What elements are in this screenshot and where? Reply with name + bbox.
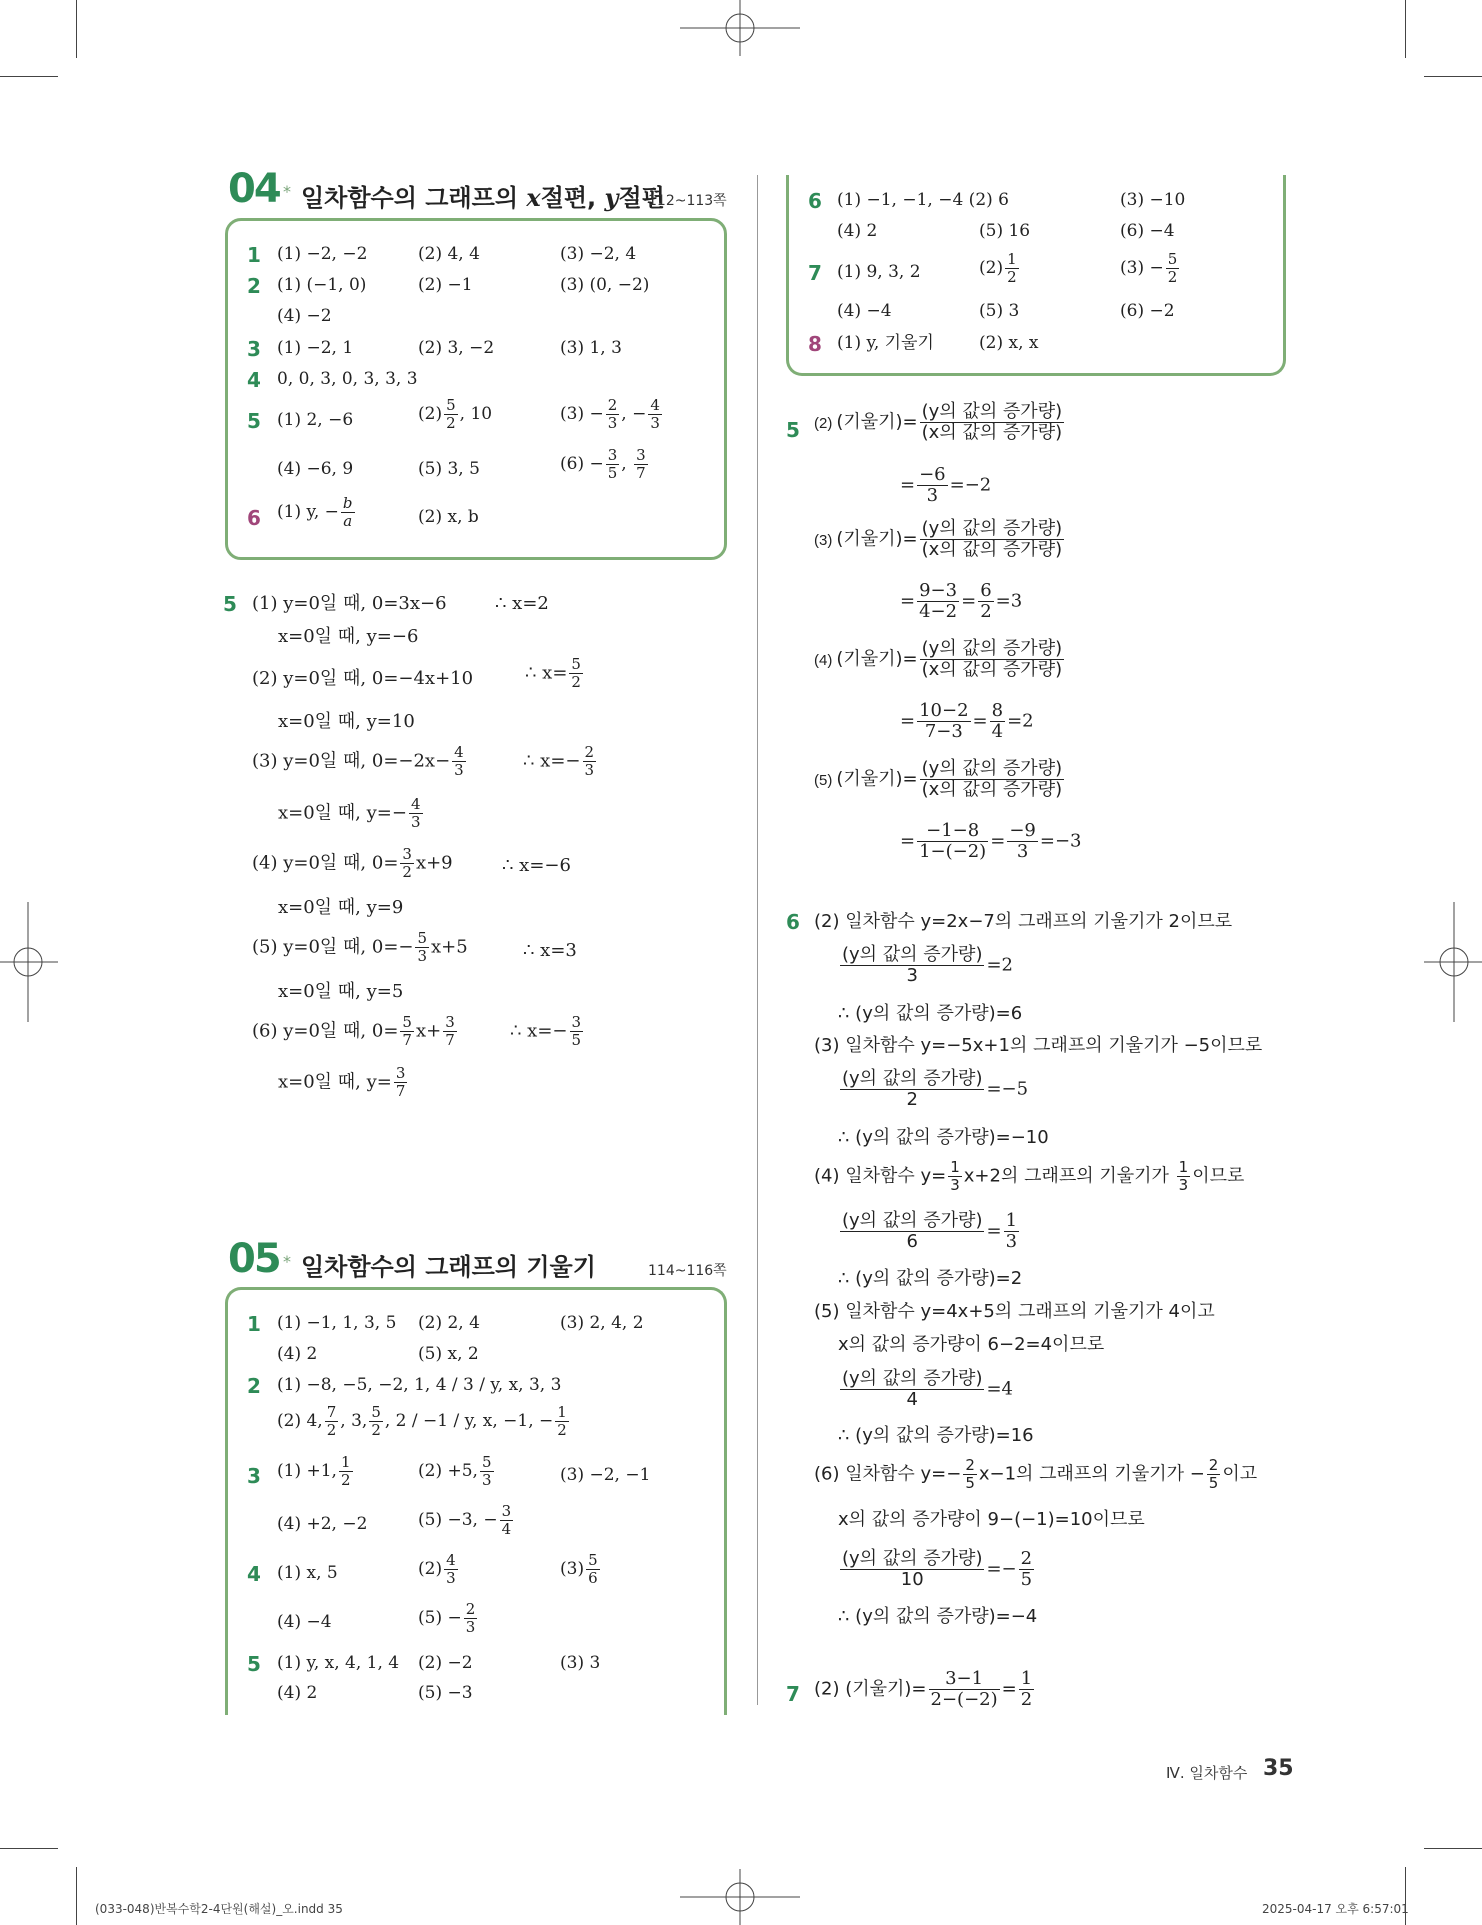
crop-mark <box>76 1867 77 1925</box>
crop-mark <box>1424 76 1482 77</box>
question-number: 7 <box>808 261 822 285</box>
answer: (2) $\frac{1}{2}$ <box>979 250 1017 286</box>
solution-line: (3) y=0일 때, 0=−2x− $\frac{4}{3}$ <box>252 743 464 779</box>
registration-mark-top <box>680 0 800 56</box>
answer: (2) x, x <box>979 333 1039 353</box>
solution-line: x=0일 때, y=−6 <box>278 626 419 647</box>
answer: (2) $\frac{5}{2}$ , 10 <box>418 396 493 432</box>
registration-mark-right <box>1424 902 1482 1022</box>
answer: (1) x, 5 <box>277 1563 338 1583</box>
section-title: 일차함수의 그래프의 기울기 <box>301 1253 596 1281</box>
answer: (4) −6, 9 <box>277 459 354 479</box>
solution-line: (4) y=0일 때, 0= $\frac{3}{2}$ x+9 <box>252 845 453 881</box>
solution-line: ∴ x=3 <box>523 940 577 961</box>
solution-line: $\frac{\text{(y의 값의 증가량)}}{3}$ =2 <box>842 944 1014 986</box>
answer: (2) 2, 4 <box>418 1313 480 1333</box>
answer: (1) 2, −6 <box>277 410 354 430</box>
answer: (1) y, x, 4, 1, 4 <box>277 1653 400 1673</box>
solution-line: (1) y=0일 때, 0=3x−6 <box>252 593 447 614</box>
solution-line: x=0일 때, y= $\frac{3}{7}$ <box>278 1064 406 1100</box>
solution-line: (6) y=0일 때, 0= $\frac{5}{7}$ x+ $\frac{3}{7}$ <box>252 1013 455 1049</box>
question-number: 6 <box>247 506 261 530</box>
answer: (3) − $\frac{2}{3}$ , − $\frac{4}{3}$ <box>560 396 660 432</box>
answer: (3) 3 <box>560 1653 601 1673</box>
answer: (5) x, 2 <box>418 1344 479 1364</box>
solution-line: x의 값의 증가량이 9−(−1)=10이므로 <box>838 1509 1145 1530</box>
crop-mark <box>0 1848 58 1849</box>
answer: (5) 3, 5 <box>418 459 480 479</box>
question-number: 4 <box>247 368 261 392</box>
answer: (4) 2 <box>277 1344 318 1364</box>
file-slug: (033-048)반복수학2-4단원(해설)_오.indd 35 <box>95 1902 343 1916</box>
solution-line: x=0일 때, y=10 <box>278 711 415 732</box>
crop-mark <box>76 0 77 58</box>
answer: (4) −4 <box>277 1612 332 1632</box>
answer: (1) 9, 3, 2 <box>837 262 921 282</box>
chapter-label: Ⅳ. 일차함수 <box>1166 1764 1248 1782</box>
answer: (3) 2, 4, 2 <box>560 1313 644 1333</box>
solution-line: ∴ (y의 값의 증가량)=6 <box>838 1003 1023 1024</box>
solution-line: (6) 일차함수 y=− $\frac{2}{5}$ x−1의 그래프의 기울기가 − $\frac{2}{5}$ 이고 <box>814 1456 1258 1492</box>
answer: (2) −1 <box>418 275 473 295</box>
crop-mark <box>0 76 58 77</box>
solution-line: $\frac{\text{(y의 값의 증가량)}}{6}$ = $\frac{1}{3}$ <box>842 1210 1018 1252</box>
section-number: 05 <box>228 1236 280 1282</box>
solution-line: = $\frac{10-2}{7-3}$ = $\frac{8}{4}$ =2 <box>900 700 1034 742</box>
question-number: 7 <box>786 1682 800 1706</box>
answer: (4) −2 <box>277 306 332 326</box>
solution-line: (4) 일차함수 y= $\frac{1}{3}$ x+2의 그래프의 기울기가 $\frac{1}{3}$ 이므로 <box>814 1158 1245 1194</box>
print-timestamp: 2025-04-17 오후 6:57:01 <box>1262 1902 1409 1916</box>
solution-line: (5) (기울기)= $\frac{\text{(y의 값의 증가량)}}{\text{(x의 값의 증가량)}}$ <box>814 758 1063 800</box>
answer: (5) −3 <box>418 1683 473 1703</box>
solution-line: $\frac{\text{(y의 값의 증가량)}}{2}$ =−5 <box>842 1068 1029 1110</box>
solution-line: (2) y=0일 때, 0=−4x+10 <box>252 668 474 689</box>
solution-line: ∴ (y의 값의 증가량)=−10 <box>838 1127 1049 1148</box>
answer: (2) $\frac{4}{3}$ <box>418 1551 456 1587</box>
answer: (2) 4, 4 <box>418 244 480 264</box>
page-number: 35 <box>1263 1756 1294 1781</box>
question-number: 2 <box>247 1374 261 1398</box>
solution-line: $\frac{\text{(y의 값의 증가량)}}{4}$ =4 <box>842 1368 1014 1410</box>
question-number: 4 <box>247 1562 261 1586</box>
answer: (4) +2, −2 <box>277 1514 368 1534</box>
question-number: 6 <box>786 910 800 934</box>
solution-line: (5) 일차함수 y=4x+5의 그래프의 기울기가 4이고 <box>814 1301 1215 1322</box>
answer: (5) 3 <box>979 301 1020 321</box>
answer: (3) −10 <box>1120 190 1186 210</box>
section-pages: 112~113쪽 <box>648 193 727 209</box>
question-number: 6 <box>808 189 822 213</box>
answer: (5) −3, − $\frac{3}{4}$ <box>418 1502 512 1538</box>
answer: (4) 2 <box>837 221 878 241</box>
answer: (1) −1, −1, −4 (2) 6 <box>837 190 1009 210</box>
question-number: 1 <box>247 243 261 267</box>
solution-line: = $\frac{9-3}{4-2}$ = $\frac{6}{2}$ =3 <box>900 580 1023 622</box>
solution-line: ∴ (y의 값의 증가량)=2 <box>838 1268 1023 1289</box>
column-divider <box>757 175 758 1705</box>
question-number: 5 <box>247 1652 261 1676</box>
solution-line: x의 값의 증가량이 6−2=4이므로 <box>838 1334 1105 1355</box>
answer: (1) (−1, 0) <box>277 275 367 295</box>
question-number: 5 <box>786 418 800 442</box>
answer: 0, 0, 3, 0, 3, 3, 3 <box>277 369 418 389</box>
answer: (3) (0, −2) <box>560 275 650 295</box>
solution-line: ∴ x=− $\frac{3}{5}$ <box>510 1013 582 1049</box>
answer: (5) − $\frac{2}{3}$ <box>418 1600 476 1636</box>
answer: (3) −2, 4 <box>560 244 637 264</box>
answer: (1) y, − $\frac{b}{a}$ <box>277 494 353 530</box>
question-number: 8 <box>808 332 822 356</box>
solution-line: (4) (기울기)= $\frac{\text{(y의 값의 증가량)}}{\text{(x의 값의 증가량)}}$ <box>814 638 1063 680</box>
question-number: 5 <box>223 592 237 616</box>
registration-mark-bottom <box>680 1869 800 1925</box>
crop-mark <box>1424 1848 1482 1849</box>
solution-line: x=0일 때, y=9 <box>278 897 404 918</box>
solution-line: ∴ x=− $\frac{2}{3}$ <box>523 743 595 779</box>
crop-mark <box>1405 0 1406 58</box>
answer: (3) − $\frac{5}{2}$ <box>1120 250 1178 286</box>
answer: (1) +1, $\frac{1}{2}$ <box>277 1453 351 1489</box>
answer: (3) $\frac{5}{6}$ <box>560 1551 598 1587</box>
solution-line: ∴ x=−6 <box>502 855 571 876</box>
answer: (2) 3, −2 <box>418 338 495 358</box>
answer: (3) 1, 3 <box>560 338 622 358</box>
solution-line: = $\frac{-6}{3}$ =−2 <box>900 464 992 506</box>
question-number: 1 <box>247 1312 261 1336</box>
star-icon: * <box>283 1252 291 1271</box>
section-number: 04 <box>228 166 280 212</box>
answer: (2) 4, $\frac{7}{2}$ , 3, $\frac{5}{2}$ , 2 / −1 / y, x, −1, − $\frac{1}{2}$ <box>277 1403 567 1439</box>
answer: (4) −4 <box>837 301 892 321</box>
solution-line: (2) 일차함수 y=2x−7의 그래프의 기울기가 2이므로 <box>814 911 1233 932</box>
section-title: 일차함수의 그래프의 x절편, y절편 <box>301 183 665 212</box>
solution-line: (2) (기울기)= $\frac{\text{(y의 값의 증가량)}}{\text{(x의 값의 증가량)}}$ <box>814 401 1063 443</box>
question-number: 2 <box>247 274 261 298</box>
answer: (4) 2 <box>277 1683 318 1703</box>
solution-line: (5) y=0일 때, 0=− $\frac{5}{3}$ x+5 <box>252 929 468 965</box>
solution-line: (3) (기울기)= $\frac{\text{(y의 값의 증가량)}}{\text{(x의 값의 증가량)}}$ <box>814 518 1063 560</box>
solution-line: ∴ x= $\frac{5}{2}$ <box>525 655 581 691</box>
star-icon: * <box>283 182 291 201</box>
answer: (1) −2, 1 <box>277 338 354 358</box>
solution-line: ∴ (y의 값의 증가량)=16 <box>838 1425 1034 1446</box>
question-number: 3 <box>247 1464 261 1488</box>
solution-line: (3) 일차함수 y=−5x+1의 그래프의 기울기가 −5이므로 <box>814 1035 1263 1056</box>
answer: (3) −2, −1 <box>560 1465 651 1485</box>
question-number: 3 <box>247 337 261 361</box>
section-pages: 114~116쪽 <box>648 1263 727 1279</box>
solution-line: (2) (기울기)= $\frac{3-1}{2-(-2)}$ = $\frac{1}{2}$ <box>814 1668 1033 1710</box>
solution-line: x=0일 때, y=− $\frac{4}{3}$ <box>278 795 421 831</box>
answer: (2) −2 <box>418 1653 473 1673</box>
answer: (1) −2, −2 <box>277 244 368 264</box>
answer: (6) − $\frac{3}{5}$ , $\frac{3}{7}$ <box>560 446 646 482</box>
answer: (1) −8, −5, −2, 1, 4 / 3 / y, x, 3, 3 <box>277 1375 562 1395</box>
registration-mark-left <box>0 902 58 1022</box>
solution-line: ∴ (y의 값의 증가량)=−4 <box>838 1606 1038 1627</box>
answer: (1) −1, 1, 3, 5 <box>277 1313 397 1333</box>
question-number: 5 <box>247 409 261 433</box>
solution-line: ∴ x=2 <box>495 593 549 614</box>
answer: (1) y, 기울기 <box>837 333 934 353</box>
solution-line: x=0일 때, y=5 <box>278 981 404 1002</box>
answer: (6) −4 <box>1120 221 1175 241</box>
answer: (6) −2 <box>1120 301 1175 321</box>
solution-line: = $\frac{-1-8}{1-(-2)}$ = $\frac{-9}{3}$ =−3 <box>900 820 1082 862</box>
solution-line: $\frac{\text{(y의 값의 증가량)}}{10}$ =− $\frac{2}{5}$ <box>842 1548 1033 1590</box>
answer: (2) x, b <box>418 507 479 527</box>
answer: (5) 16 <box>979 221 1031 241</box>
answer: (2) +5, $\frac{5}{3}$ <box>418 1453 492 1489</box>
